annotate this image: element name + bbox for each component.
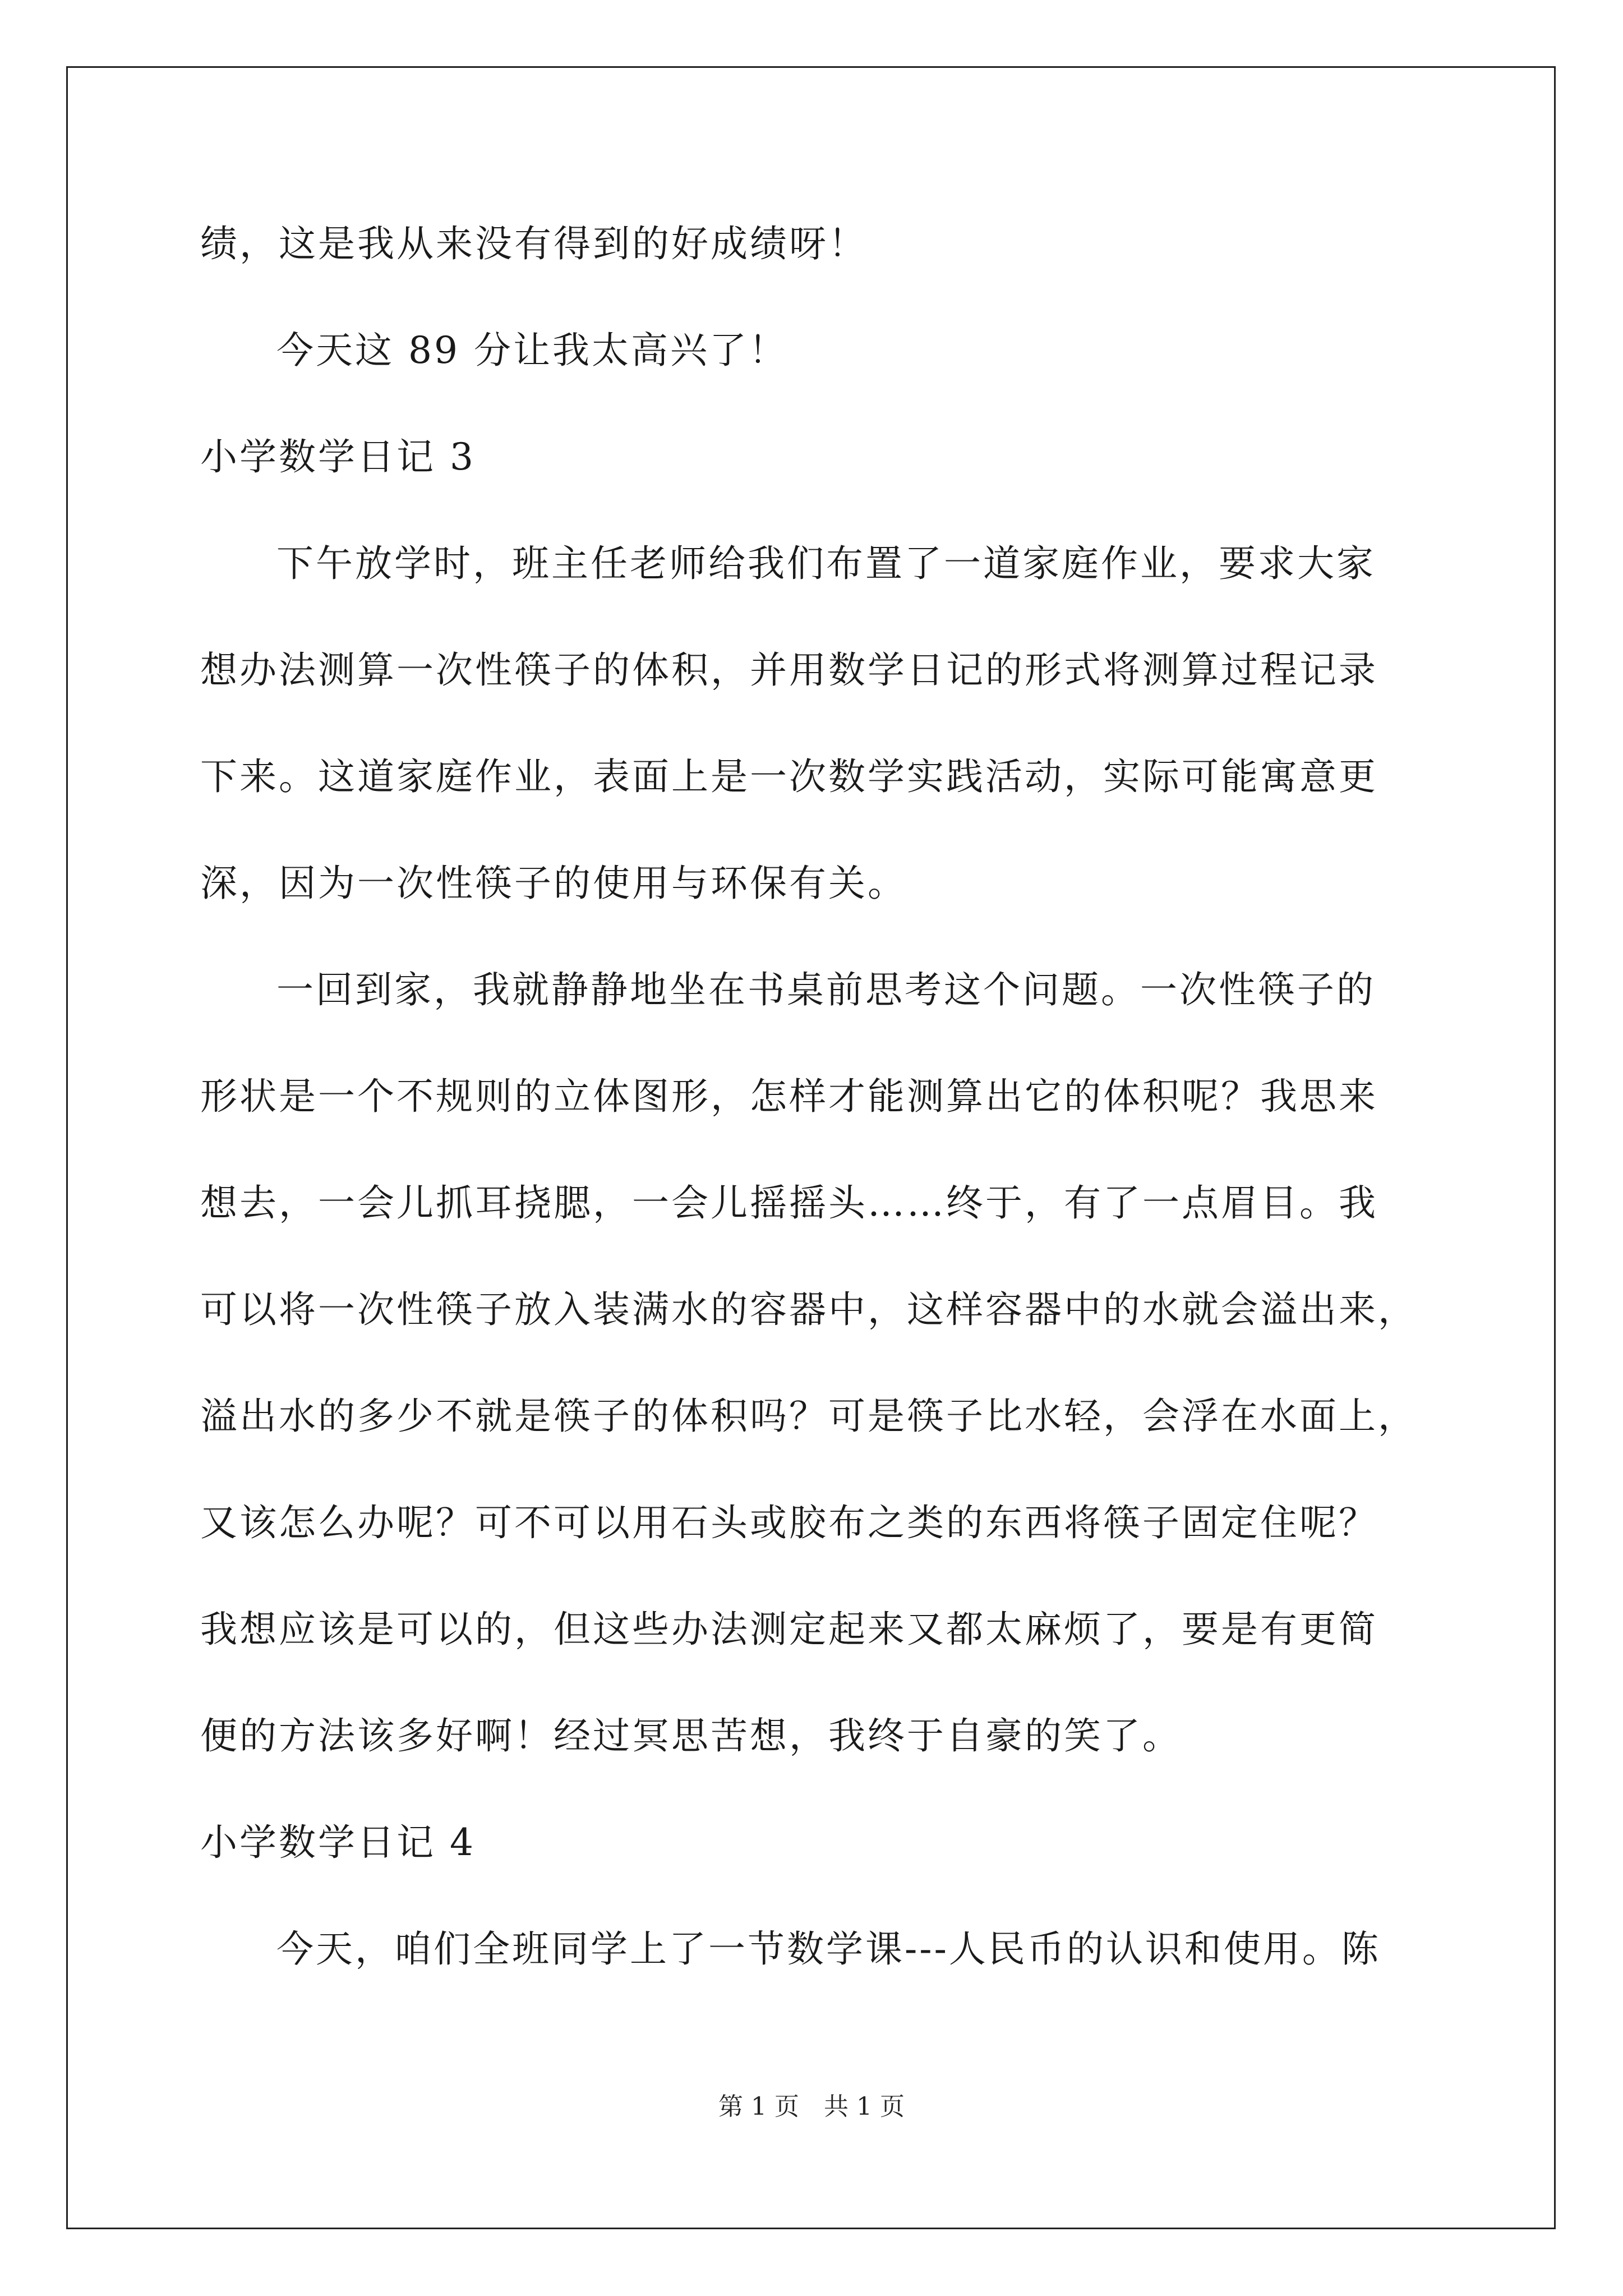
paragraph-line: 想去，一会儿抓耳挠腮，一会儿摇摇头……终于，有了一点眉目。我 — [200, 1181, 1378, 1225]
section-heading: 小学数学日记 4 — [200, 1821, 476, 1864]
paragraph-line: 便的方法该多好啊！经过冥思苦想，我终于自豪的笑了。 — [200, 1714, 1182, 1757]
page-footer: 第 1 页 共 1 页 — [718, 2092, 905, 2121]
section-heading: 小学数学日记 3 — [200, 435, 476, 478]
paragraph-line: 下来。这道家庭作业，表面上是一次数学实践活动，实际可能寓意更 — [200, 755, 1378, 798]
paragraph-line: 下午放学时，班主任老师给我们布置了一道家庭作业，要求大家 — [276, 542, 1376, 585]
paragraph-line: 今天这 89 分让我太高兴了！ — [276, 329, 788, 372]
paragraph-line: 今天，咱们全班同学上了一节数学课---人民币的认识和使用。陈 — [276, 1927, 1381, 1971]
paragraph-line: 形状是一个不规则的立体图形，怎样才能测算出它的体积呢？我思来 — [200, 1075, 1378, 1118]
paragraph-line: 一回到家，我就静静地坐在书桌前思考这个问题。一次性筷子的 — [276, 968, 1376, 1011]
paragraph-line: 溢出水的多少不就是筷子的体积吗？可是筷子比水轻，会浮在水面上， — [200, 1395, 1417, 1438]
paragraph-line: 又该怎么办呢？可不可以用石头或胶布之类的东西将筷子固定住呢？ — [200, 1501, 1378, 1544]
paragraph-line: 绩，这是我从来没有得到的好成绩呀！ — [200, 222, 868, 265]
paragraph-line: 想办法测算一次性筷子的体积，并用数学日记的形式将测算过程记录 — [200, 648, 1378, 692]
paragraph-line: 我想应该是可以的，但这些办法测定起来又都太麻烦了，要是有更简 — [200, 1608, 1378, 1651]
paragraph-line: 可以将一次性筷子放入装满水的容器中，这样容器中的水就会溢出来， — [200, 1288, 1417, 1331]
page-border — [66, 66, 1556, 2229]
paragraph-line: 深，因为一次性筷子的使用与环保有关。 — [200, 862, 907, 905]
